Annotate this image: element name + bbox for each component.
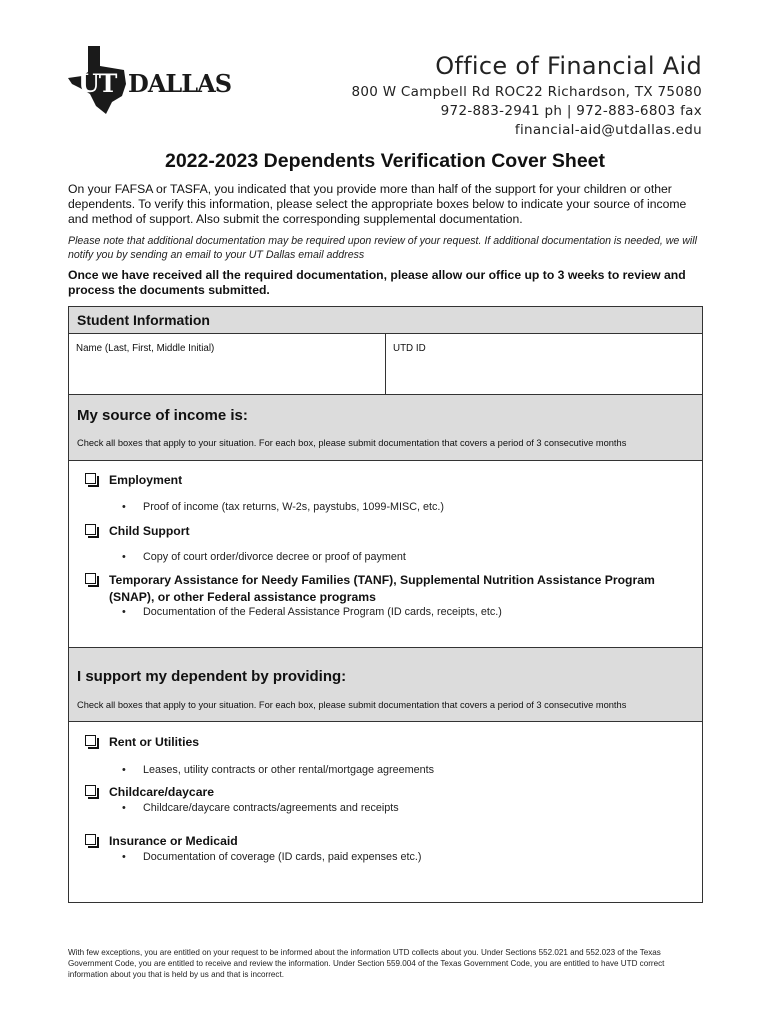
bullet: • <box>122 851 126 863</box>
office-phones: 972-883-2941 ph | 972-883-6803 fax <box>440 103 702 119</box>
federal-assistance-label-line1: Temporary Assistance for Needy Families (TANF), Supplemental Nutrition Assistance Program <box>109 573 655 587</box>
student-info-row <box>68 333 703 395</box>
bullet: • <box>122 501 126 513</box>
name-field-label: Name (Last, First, Middle Initial) <box>76 343 215 354</box>
privacy-footer: With few exceptions, you are entitled on your request to be informed about the information UTD collects about you. Under Sections 552.021 and 552.023 of the Texas Government Code, you are entitled to receive and review the information. Under Section 559.004 of the Texas Government Code, you are entitled to have UTD correct information about you that is held by us and that is incorrect. <box>68 948 665 979</box>
federal-assistance-detail: Documentation of the Federal Assistance Program (ID cards, receipts, etc.) <box>143 606 502 618</box>
support-options <box>68 722 703 903</box>
rent-detail: Leases, utility contracts or other rental/mortgage agreements <box>143 764 435 776</box>
employment-label: Employment <box>109 473 183 487</box>
employment-checkbox[interactable] <box>85 473 96 484</box>
bullet: • <box>122 551 126 563</box>
office-title: Office of Financial Aid <box>435 52 702 80</box>
support-heading: I support my dependent by providing: <box>77 668 347 685</box>
child-support-label: Child Support <box>109 524 190 538</box>
childcare-label: Childcare/daycare <box>109 785 215 799</box>
rent-checkbox[interactable] <box>85 735 96 746</box>
bullet: • <box>122 764 126 776</box>
svg-text:DALLAS: DALLAS <box>128 69 232 98</box>
federal-assistance-checkbox[interactable] <box>85 573 96 584</box>
insurance-label: Insurance or Medicaid <box>109 834 238 848</box>
processing-note: Once we have received all the required documentation, please allow our office up to 3 weeks to review and process the documents submitted. <box>68 268 686 297</box>
intro-paragraph: On your FAFSA or TASFA, you indicated that you provide more than half of the support for your children or other dependents. To verify this information, please select the appropriate boxes below to indicate your source of income and method of support. Also submit the corresponding supplemental documentation. <box>68 182 687 226</box>
bullet: • <box>122 606 126 618</box>
utd-id-field[interactable] <box>386 334 704 394</box>
child-support-checkbox[interactable] <box>85 524 96 535</box>
italic-note: Please note that additional documentation may be required upon review of your request. If additional documentation is needed, we will notify you by sending an email to your UT Dallas email address <box>68 235 697 261</box>
name-field[interactable] <box>69 334 386 394</box>
insurance-detail: Documentation of coverage (ID cards, paid expenses etc.) <box>143 851 422 863</box>
federal-assistance-label-line2: (SNAP), or other Federal assistance programs <box>109 590 376 604</box>
bullet: • <box>122 802 126 814</box>
childcare-checkbox[interactable] <box>85 785 96 796</box>
income-section-header <box>68 394 703 461</box>
support-instruction: Check all boxes that apply to your situation. For each box, please submit documentation that covers a period of 3 consecutive months <box>77 700 627 710</box>
income-heading: My source of income is: <box>77 407 248 424</box>
utd-id-field-label: UTD ID <box>393 343 426 354</box>
utd-logo <box>66 44 256 116</box>
texas-star-logo-icon <box>66 44 256 116</box>
document-title: 2022-2023 Dependents Verification Cover Sheet <box>164 150 606 172</box>
rent-label: Rent or Utilities <box>109 735 200 749</box>
student-info-heading: Student Information <box>77 312 210 328</box>
office-address: 800 W Campbell Rd ROC22 Richardson, TX 75080 <box>351 84 702 100</box>
income-options <box>68 461 703 648</box>
svg-text:UT: UT <box>78 69 117 98</box>
student-info-header <box>68 306 703 333</box>
employment-detail: Proof of income (tax returns, W-2s, paystubs, 1099-MISC, etc.) <box>143 501 445 513</box>
child-support-detail: Copy of court order/divorce decree or proof of payment <box>143 551 406 563</box>
income-instruction: Check all boxes that apply to your situation. For each box, please submit documentation that covers a period of 3 consecutive months <box>77 438 627 448</box>
childcare-detail: Childcare/daycare contracts/agreements and receipts <box>143 802 399 814</box>
office-email: financial-aid@utdallas.edu <box>514 122 702 138</box>
support-section-header <box>68 647 703 722</box>
insurance-checkbox[interactable] <box>85 834 96 845</box>
